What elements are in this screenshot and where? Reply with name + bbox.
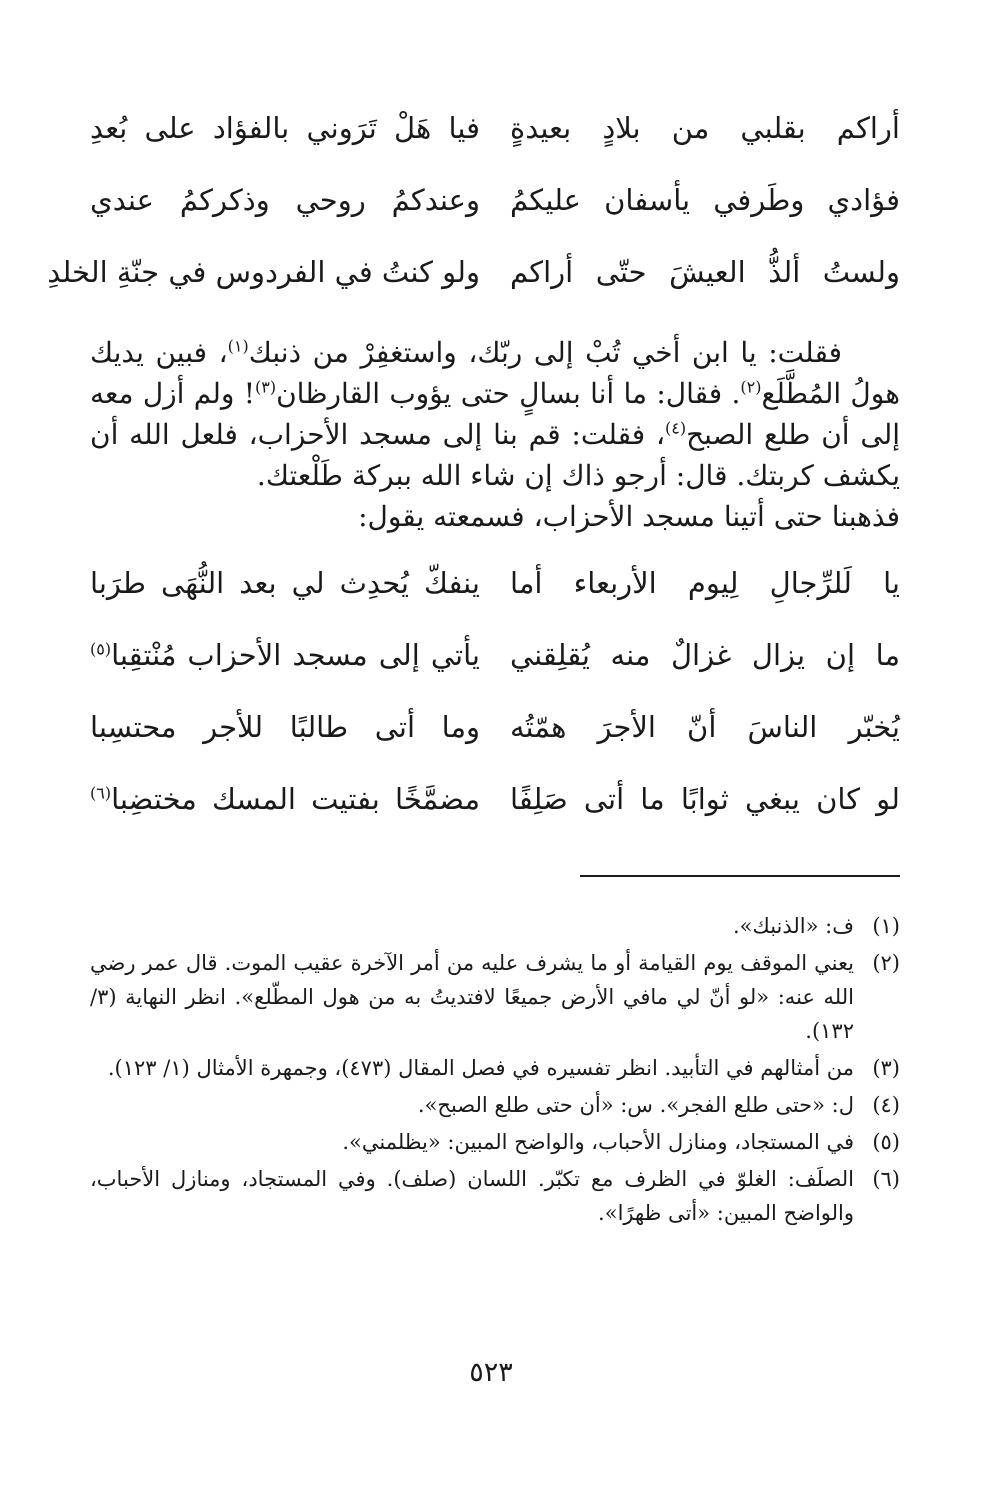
prose-text: ! ولم أزل معه إلى أن طلع الصبح (90, 377, 901, 451)
verse-second-hemistich (90, 637, 480, 673)
footnote-text: يعني الموقف يوم القيامة أو ما يشرف عليه من أمر الآخرة عقيب الموت. قال عمر رضي الله عنه: «لو أنّ لي مافي الأرض جميعًا لافتديتُ به من هول المطّلع». انظر النهاية (٣/ ١٣٢). (90, 951, 854, 1043)
verse-second-hemistich (90, 709, 480, 745)
footnote-text: من أمثالهم في التأبيد. انظر تفسيره في فصل المقال (٤٧٣)، وجمهرة الأمثال (١/ ١٢٣). (107, 1056, 854, 1080)
page-number: ٥٢٣ (469, 1357, 513, 1388)
footnote-ref: (٦) (90, 783, 112, 803)
verse-line (90, 781, 900, 853)
prose-paragraph (90, 332, 900, 537)
footnote-text: في المستجاد، ومنازل الأحباب، والواضح المبين: «يظلمني». (342, 1130, 854, 1154)
prose-last-line: فذهبنا حتى أتينا مسجد الأحزاب، فسمعته يقول: (358, 500, 900, 533)
poem-block-2 (90, 565, 900, 853)
footnote-item (90, 946, 900, 1048)
verse-text: وما أتى طالبًا للأجر محتسِبا (90, 710, 480, 744)
footnote-ref: (٣) (255, 377, 277, 397)
prose-text: . فقال: ما أنا بسالٍ حتى يؤوب القارظان (276, 377, 741, 410)
footnote-number: (٣) (872, 1056, 900, 1080)
verse-first-hemistich: ما إن يزال غزالٌ منه يُقلِقني (510, 638, 900, 672)
verse-first-hemistich: فؤادي وطَرفي يأسفان عليكمُ (510, 183, 900, 217)
prose-text: ، فقلت: قم بنا إلى مسجد الأحزاب، فلعل الله أن يكشف كربتك. قال: أرجو ذاك إن شاء الله ببركة طَلْعتك. (90, 418, 900, 492)
footnote-text: ل: «حتى طلع الفجر». س: «أن حتى طلع الصبح». (417, 1093, 854, 1117)
book-page (47, 110, 901, 1233)
verse-line (90, 565, 900, 637)
footnote-number: (١) (872, 914, 900, 938)
verse-line (90, 110, 900, 182)
verse-first-hemistich: لو كان يبغي ثوابًا ما أتى صَلِفًا (510, 782, 900, 816)
verse-first-hemistich: أراكم بقلبي من بلادٍ بعيدةٍ (510, 111, 900, 145)
footnote-ref: (٢) (740, 377, 762, 397)
verse-second-hemistich: فيا هَلْ تَرَوني بالفؤاد على بُعدِ (90, 111, 480, 145)
verse-second-hemistich: وعندكمُ روحي وذكركمُ عندي (90, 183, 480, 217)
verse-first-hemistich: يُخبّر الناسَ أنّ الأجرَ همّتُه (510, 710, 900, 744)
verse-text: مضمَّخًا بفتيت المسك مختضِبا (111, 782, 480, 816)
footnote-number: (٦) (872, 1167, 900, 1191)
footnote-item (90, 1088, 900, 1122)
footnote-item (90, 1162, 900, 1230)
verse-line (47, 254, 900, 326)
verse-text: ينفكّ يُحدِث لي بعد النُّهَى طرَبا (90, 566, 480, 600)
verse-first-hemistich: ولستُ ألذُّ العيشَ حتّى أراكم (510, 255, 900, 289)
footnote-ref: (٥) (90, 639, 112, 659)
verse-second-hemistich (90, 781, 480, 817)
verse-line (90, 637, 900, 709)
footnote-ref: (٤) (665, 418, 687, 438)
footnote-item (90, 1051, 900, 1085)
verse-second-hemistich: ولو كنتُ في الفردوس في جنّةِ الخلدِ (47, 255, 480, 289)
prose-text: ، فبين يديك هولُ المُطَّلَع (90, 336, 900, 410)
verse-line (90, 709, 900, 781)
verse-first-hemistich: يا لَلرِّجالِ لِيوم الأربعاء أما (510, 566, 900, 600)
verse-text: يأتي إلى مسجد الأحزاب مُنْتقِبا (111, 638, 480, 672)
verse-line (90, 182, 900, 254)
footnote-divider (580, 875, 900, 877)
poem-block-1 (47, 110, 900, 326)
footnote-number: (٤) (872, 1093, 900, 1117)
footnote-text: الصلَف: الغلوّ في الظرف مع تكبّر. اللسان (صلف). وفي المستجاد، ومنازل الأحباب، والواضح المبين: «أتى ظهرًا». (90, 1167, 854, 1225)
footnote-item (90, 1125, 900, 1159)
footnote-number: (٢) (872, 951, 900, 975)
footnote-ref: (١) (227, 336, 249, 356)
footnote-number: (٥) (872, 1130, 900, 1154)
footnote-text: ف: «الذنبك». (732, 914, 854, 938)
footnote-item (90, 909, 900, 943)
prose-text: فقلت: يا ابن أخي تُبْ إلى ربّك، واستغفِرْ من ذنبك (248, 336, 842, 369)
verse-second-hemistich (90, 565, 480, 601)
footnotes-section (90, 909, 900, 1230)
